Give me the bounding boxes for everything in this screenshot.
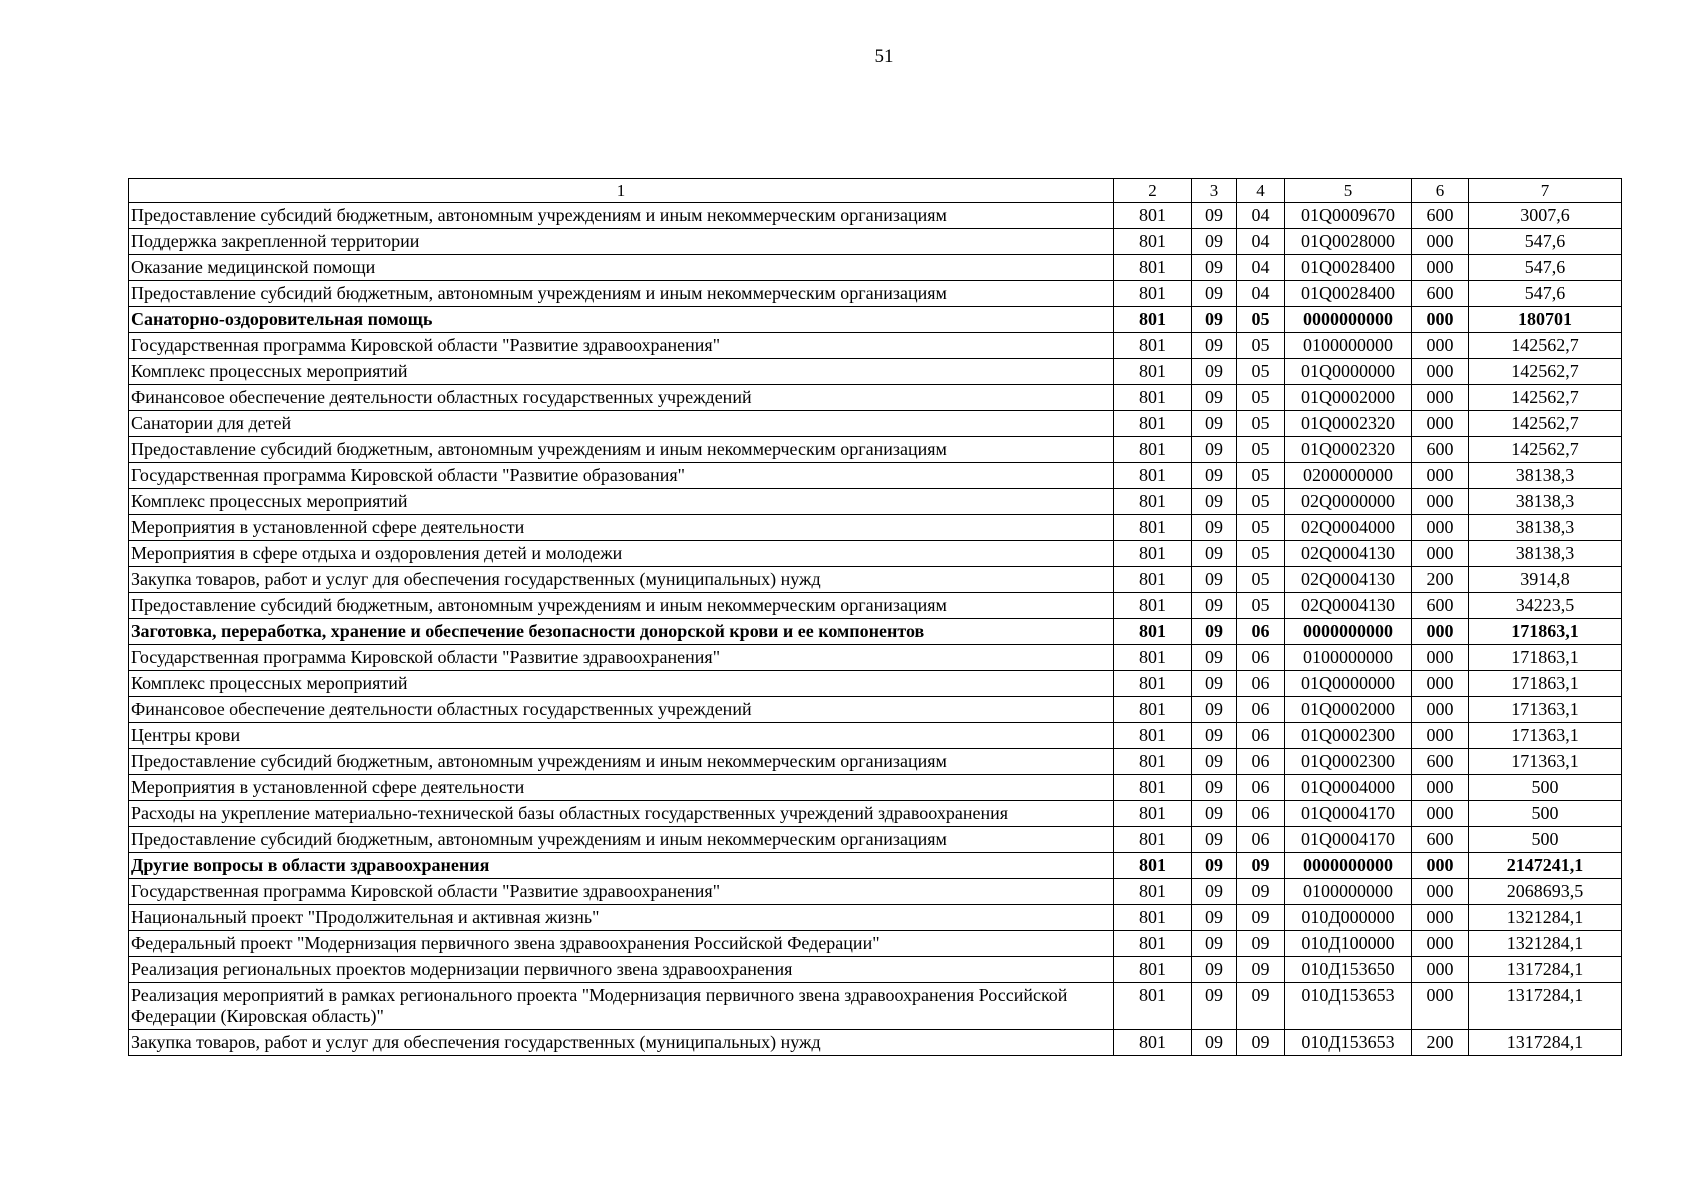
row-expense-type: 600 (1412, 203, 1469, 229)
row-name: Национальный проект "Продолжительная и активная жизнь" (129, 905, 1114, 931)
row-amount: 142562,7 (1469, 411, 1622, 437)
row-expense-type: 600 (1412, 593, 1469, 619)
row-subsection: 06 (1237, 827, 1285, 853)
header-cell-5: 5 (1285, 179, 1412, 203)
row-name: Санаторно-оздоровительная помощь (129, 307, 1114, 333)
row-section: 09 (1192, 879, 1237, 905)
row-subsection: 06 (1237, 775, 1285, 801)
row-target-article: 01Q0004170 (1285, 827, 1412, 853)
row-amount: 1317284,1 (1469, 957, 1622, 983)
row-target-article: 01Q0002320 (1285, 411, 1412, 437)
row-target-article: 02Q0004130 (1285, 541, 1412, 567)
header-cell-4: 4 (1237, 179, 1285, 203)
row-target-article: 01Q0002300 (1285, 749, 1412, 775)
row-name: Государственная программа Кировской области "Развитие здравоохранения" (129, 879, 1114, 905)
row-expense-type: 000 (1412, 333, 1469, 359)
row-name: Мероприятия в установленной сфере деятельности (129, 775, 1114, 801)
row-section: 09 (1192, 489, 1237, 515)
row-amount: 171863,1 (1469, 671, 1622, 697)
row-subsection: 05 (1237, 541, 1285, 567)
row-name: Государственная программа Кировской области "Развитие образования" (129, 463, 1114, 489)
row-amount: 2068693,5 (1469, 879, 1622, 905)
row-name: Реализация региональных проектов модернизации первичного звена здравоохранения (129, 957, 1114, 983)
row-section: 09 (1192, 229, 1237, 255)
table-row (129, 515, 1622, 541)
row-target-article: 0200000000 (1285, 463, 1412, 489)
table-row (129, 879, 1622, 905)
row-amount: 547,6 (1469, 229, 1622, 255)
row-section: 09 (1192, 697, 1237, 723)
table-row (129, 567, 1622, 593)
row-name: Закупка товаров, работ и услуг для обеспечения государственных (муниципальных) нужд (129, 567, 1114, 593)
row-name: Государственная программа Кировской области "Развитие здравоохранения" (129, 333, 1114, 359)
row-name: Центры крови (129, 723, 1114, 749)
row-name: Предоставление субсидий бюджетным, автономным учреждениям и иным некоммерческим организациям (129, 281, 1114, 307)
row-name: Мероприятия в установленной сфере деятельности (129, 515, 1114, 541)
table-row (129, 203, 1622, 229)
row-admin-code: 801 (1114, 567, 1192, 593)
row-expense-type: 200 (1412, 1030, 1469, 1056)
row-section: 09 (1192, 723, 1237, 749)
row-expense-type: 000 (1412, 697, 1469, 723)
row-admin-code: 801 (1114, 983, 1192, 1030)
row-section: 09 (1192, 437, 1237, 463)
row-admin-code: 801 (1114, 255, 1192, 281)
row-expense-type: 600 (1412, 437, 1469, 463)
row-expense-type: 000 (1412, 359, 1469, 385)
row-expense-type: 000 (1412, 255, 1469, 281)
row-amount: 142562,7 (1469, 437, 1622, 463)
row-subsection: 05 (1237, 463, 1285, 489)
row-expense-type: 000 (1412, 879, 1469, 905)
row-subsection: 05 (1237, 411, 1285, 437)
row-subsection: 05 (1237, 333, 1285, 359)
row-admin-code: 801 (1114, 307, 1192, 333)
row-target-article: 01Q0004170 (1285, 801, 1412, 827)
row-admin-code: 801 (1114, 593, 1192, 619)
row-subsection: 04 (1237, 203, 1285, 229)
row-section: 09 (1192, 801, 1237, 827)
table-row (129, 255, 1622, 281)
table-row (129, 333, 1622, 359)
table-row (129, 749, 1622, 775)
row-admin-code: 801 (1114, 957, 1192, 983)
row-expense-type: 000 (1412, 307, 1469, 333)
row-name: Расходы на укрепление материально-технической базы областных государственных учреждений здравоохранения (129, 801, 1114, 827)
row-name: Предоставление субсидий бюджетным, автономным учреждениям и иным некоммерческим организациям (129, 749, 1114, 775)
row-subsection: 05 (1237, 593, 1285, 619)
row-subsection: 06 (1237, 723, 1285, 749)
row-expense-type: 600 (1412, 281, 1469, 307)
row-section: 09 (1192, 983, 1237, 1030)
row-section: 09 (1192, 359, 1237, 385)
row-section: 09 (1192, 645, 1237, 671)
row-target-article: 0100000000 (1285, 333, 1412, 359)
table-row (129, 463, 1622, 489)
row-subsection: 09 (1237, 957, 1285, 983)
row-name: Мероприятия в сфере отдыха и оздоровления детей и молодежи (129, 541, 1114, 567)
table-row (129, 801, 1622, 827)
table-row (129, 723, 1622, 749)
table-row (129, 983, 1622, 1030)
row-section: 09 (1192, 541, 1237, 567)
row-subsection: 09 (1237, 905, 1285, 931)
row-name: Предоставление субсидий бюджетным, автономным учреждениям и иным некоммерческим организациям (129, 437, 1114, 463)
row-name: Предоставление субсидий бюджетным, автономным учреждениям и иным некоммерческим организациям (129, 827, 1114, 853)
row-section: 09 (1192, 593, 1237, 619)
table-row (129, 281, 1622, 307)
row-subsection: 05 (1237, 567, 1285, 593)
row-amount: 171363,1 (1469, 723, 1622, 749)
row-amount: 38138,3 (1469, 463, 1622, 489)
row-name: Комплекс процессных мероприятий (129, 359, 1114, 385)
row-name: Предоставление субсидий бюджетным, автономным учреждениям и иным некоммерческим организациям (129, 203, 1114, 229)
row-name: Финансовое обеспечение деятельности областных государственных учреждений (129, 385, 1114, 411)
row-section: 09 (1192, 957, 1237, 983)
table-row (129, 957, 1622, 983)
budget-table (128, 178, 1622, 1056)
row-expense-type: 000 (1412, 645, 1469, 671)
row-section: 09 (1192, 775, 1237, 801)
row-target-article: 01Q0009670 (1285, 203, 1412, 229)
row-expense-type: 000 (1412, 905, 1469, 931)
row-target-article: 0000000000 (1285, 853, 1412, 879)
row-admin-code: 801 (1114, 1030, 1192, 1056)
table-row (129, 359, 1622, 385)
row-target-article: 010Д100000 (1285, 931, 1412, 957)
row-admin-code: 801 (1114, 723, 1192, 749)
row-expense-type: 000 (1412, 801, 1469, 827)
row-admin-code: 801 (1114, 385, 1192, 411)
row-subsection: 04 (1237, 281, 1285, 307)
row-amount: 171363,1 (1469, 697, 1622, 723)
table-row (129, 697, 1622, 723)
row-admin-code: 801 (1114, 229, 1192, 255)
row-name: Закупка товаров, работ и услуг для обеспечения государственных (муниципальных) нужд (129, 1030, 1114, 1056)
row-name: Другие вопросы в области здравоохранения (129, 853, 1114, 879)
row-admin-code: 801 (1114, 281, 1192, 307)
row-admin-code: 801 (1114, 437, 1192, 463)
row-amount: 500 (1469, 827, 1622, 853)
row-expense-type: 000 (1412, 671, 1469, 697)
row-subsection: 06 (1237, 619, 1285, 645)
row-admin-code: 801 (1114, 463, 1192, 489)
row-subsection: 06 (1237, 749, 1285, 775)
row-amount: 3914,8 (1469, 567, 1622, 593)
row-name: Оказание медицинской помощи (129, 255, 1114, 281)
row-admin-code: 801 (1114, 749, 1192, 775)
row-subsection: 09 (1237, 931, 1285, 957)
row-expense-type: 000 (1412, 931, 1469, 957)
row-section: 09 (1192, 671, 1237, 697)
row-admin-code: 801 (1114, 931, 1192, 957)
row-subsection: 04 (1237, 229, 1285, 255)
row-expense-type: 000 (1412, 385, 1469, 411)
row-target-article: 01Q0000000 (1285, 359, 1412, 385)
header-cell-3: 3 (1192, 179, 1237, 203)
row-admin-code: 801 (1114, 359, 1192, 385)
row-amount: 180701 (1469, 307, 1622, 333)
row-expense-type: 000 (1412, 853, 1469, 879)
row-admin-code: 801 (1114, 333, 1192, 359)
row-expense-type: 000 (1412, 619, 1469, 645)
row-name: Заготовка, переработка, хранение и обеспечение безопасности донорской крови и ее компонентов (129, 619, 1114, 645)
row-target-article: 02Q0004000 (1285, 515, 1412, 541)
row-subsection: 06 (1237, 697, 1285, 723)
row-amount: 500 (1469, 801, 1622, 827)
row-amount: 38138,3 (1469, 515, 1622, 541)
row-subsection: 05 (1237, 515, 1285, 541)
row-expense-type: 000 (1412, 463, 1469, 489)
row-expense-type: 000 (1412, 983, 1469, 1030)
row-target-article: 0100000000 (1285, 879, 1412, 905)
row-subsection: 06 (1237, 645, 1285, 671)
row-section: 09 (1192, 567, 1237, 593)
table-row (129, 229, 1622, 255)
row-subsection: 05 (1237, 359, 1285, 385)
row-subsection: 04 (1237, 255, 1285, 281)
row-name: Предоставление субсидий бюджетным, автономным учреждениям и иным некоммерческим организациям (129, 593, 1114, 619)
row-target-article: 010Д153653 (1285, 1030, 1412, 1056)
header-cell-1: 1 (129, 179, 1114, 203)
row-target-article: 01Q0002000 (1285, 385, 1412, 411)
row-subsection: 06 (1237, 671, 1285, 697)
row-amount: 1317284,1 (1469, 983, 1622, 1030)
row-target-article: 01Q0028400 (1285, 255, 1412, 281)
row-target-article: 01Q0002000 (1285, 697, 1412, 723)
row-target-article: 02Q0000000 (1285, 489, 1412, 515)
row-subsection: 05 (1237, 307, 1285, 333)
row-target-article: 0000000000 (1285, 307, 1412, 333)
row-admin-code: 801 (1114, 879, 1192, 905)
row-admin-code: 801 (1114, 515, 1192, 541)
row-name: Государственная программа Кировской области "Развитие здравоохранения" (129, 645, 1114, 671)
row-section: 09 (1192, 463, 1237, 489)
row-expense-type: 600 (1412, 749, 1469, 775)
row-admin-code: 801 (1114, 671, 1192, 697)
row-admin-code: 801 (1114, 645, 1192, 671)
row-section: 09 (1192, 931, 1237, 957)
row-admin-code: 801 (1114, 775, 1192, 801)
row-expense-type: 000 (1412, 489, 1469, 515)
row-section: 09 (1192, 281, 1237, 307)
row-section: 09 (1192, 619, 1237, 645)
row-target-article: 01Q0002320 (1285, 437, 1412, 463)
table-row (129, 593, 1622, 619)
row-amount: 171363,1 (1469, 749, 1622, 775)
row-subsection: 06 (1237, 801, 1285, 827)
header-cell-6: 6 (1412, 179, 1469, 203)
table-row (129, 905, 1622, 931)
row-amount: 547,6 (1469, 255, 1622, 281)
row-target-article: 010Д153653 (1285, 983, 1412, 1030)
table-row (129, 931, 1622, 957)
row-amount: 171863,1 (1469, 619, 1622, 645)
row-expense-type: 000 (1412, 515, 1469, 541)
row-target-article: 0000000000 (1285, 619, 1412, 645)
row-amount: 3007,6 (1469, 203, 1622, 229)
table-row (129, 775, 1622, 801)
table-row (129, 307, 1622, 333)
row-section: 09 (1192, 1030, 1237, 1056)
row-section: 09 (1192, 203, 1237, 229)
row-admin-code: 801 (1114, 697, 1192, 723)
row-name: Реализация мероприятий в рамках регионального проекта "Модернизация первичного звена здравоохранения Российской Федерации (Кировская область)" (129, 983, 1114, 1030)
table-row (129, 541, 1622, 567)
row-amount: 34223,5 (1469, 593, 1622, 619)
row-admin-code: 801 (1114, 905, 1192, 931)
table-row (129, 827, 1622, 853)
row-section: 09 (1192, 307, 1237, 333)
row-amount: 142562,7 (1469, 359, 1622, 385)
row-section: 09 (1192, 411, 1237, 437)
row-subsection: 05 (1237, 385, 1285, 411)
row-subsection: 09 (1237, 983, 1285, 1030)
row-expense-type: 000 (1412, 723, 1469, 749)
row-name: Финансовое обеспечение деятельности областных государственных учреждений (129, 697, 1114, 723)
row-admin-code: 801 (1114, 411, 1192, 437)
row-section: 09 (1192, 749, 1237, 775)
row-name: Комплекс процессных мероприятий (129, 671, 1114, 697)
row-amount: 1321284,1 (1469, 931, 1622, 957)
row-name: Федеральный проект "Модернизация первичного звена здравоохранения Российской Федерации" (129, 931, 1114, 957)
table-row (129, 411, 1622, 437)
row-section: 09 (1192, 385, 1237, 411)
row-admin-code: 801 (1114, 801, 1192, 827)
row-admin-code: 801 (1114, 489, 1192, 515)
row-expense-type: 000 (1412, 957, 1469, 983)
header-cell-2: 2 (1114, 179, 1192, 203)
row-target-article: 01Q0002300 (1285, 723, 1412, 749)
row-amount: 500 (1469, 775, 1622, 801)
row-target-article: 01Q0028400 (1285, 281, 1412, 307)
header-cell-7: 7 (1469, 179, 1622, 203)
table-row (129, 853, 1622, 879)
row-name: Комплекс процессных мероприятий (129, 489, 1114, 515)
row-subsection: 09 (1237, 853, 1285, 879)
row-amount: 547,6 (1469, 281, 1622, 307)
row-amount: 1321284,1 (1469, 905, 1622, 931)
row-subsection: 09 (1237, 1030, 1285, 1056)
row-amount: 142562,7 (1469, 385, 1622, 411)
table-row (129, 385, 1622, 411)
row-expense-type: 000 (1412, 775, 1469, 801)
table-row (129, 1030, 1622, 1056)
page-number: 51 (874, 46, 894, 67)
row-target-article: 0100000000 (1285, 645, 1412, 671)
row-amount: 38138,3 (1469, 541, 1622, 567)
row-name: Санатории для детей (129, 411, 1114, 437)
row-admin-code: 801 (1114, 619, 1192, 645)
row-amount: 38138,3 (1469, 489, 1622, 515)
row-admin-code: 801 (1114, 541, 1192, 567)
row-expense-type: 200 (1412, 567, 1469, 593)
row-target-article: 010Д153650 (1285, 957, 1412, 983)
row-expense-type: 600 (1412, 827, 1469, 853)
row-target-article: 02Q0004130 (1285, 593, 1412, 619)
row-admin-code: 801 (1114, 827, 1192, 853)
row-admin-code: 801 (1114, 203, 1192, 229)
row-section: 09 (1192, 333, 1237, 359)
row-section: 09 (1192, 853, 1237, 879)
row-target-article: 01Q0028000 (1285, 229, 1412, 255)
table-row (129, 619, 1622, 645)
row-name: Поддержка закрепленной территории (129, 229, 1114, 255)
table-row (129, 645, 1622, 671)
row-target-article: 010Д000000 (1285, 905, 1412, 931)
header-row (129, 179, 1622, 203)
table-body (129, 203, 1622, 1056)
row-expense-type: 000 (1412, 229, 1469, 255)
row-subsection: 05 (1237, 489, 1285, 515)
row-target-article: 01Q0004000 (1285, 775, 1412, 801)
row-expense-type: 000 (1412, 411, 1469, 437)
row-admin-code: 801 (1114, 853, 1192, 879)
table-row (129, 437, 1622, 463)
row-target-article: 01Q0000000 (1285, 671, 1412, 697)
row-subsection: 09 (1237, 879, 1285, 905)
row-subsection: 05 (1237, 437, 1285, 463)
row-target-article: 02Q0004130 (1285, 567, 1412, 593)
row-amount: 142562,7 (1469, 333, 1622, 359)
row-section: 09 (1192, 905, 1237, 931)
row-expense-type: 000 (1412, 541, 1469, 567)
row-amount: 2147241,1 (1469, 853, 1622, 879)
table-row (129, 489, 1622, 515)
row-section: 09 (1192, 827, 1237, 853)
row-amount: 171863,1 (1469, 645, 1622, 671)
table-row (129, 671, 1622, 697)
row-section: 09 (1192, 255, 1237, 281)
row-section: 09 (1192, 515, 1237, 541)
row-amount: 1317284,1 (1469, 1030, 1622, 1056)
